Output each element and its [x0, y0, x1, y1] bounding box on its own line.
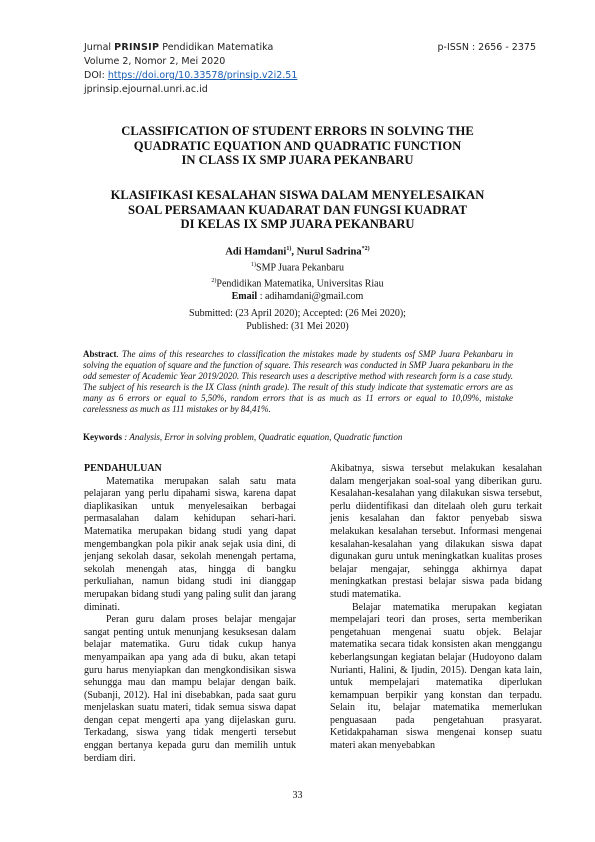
right-column [330, 463, 542, 753]
keywords-text: : Analysis, Error in solving problem, Quadratic equation, Quadratic function [122, 432, 403, 442]
volume-info: Volume 2, Nomor 2, Mei 2020 [84, 56, 226, 67]
issn: p-ISSN : 2656 - 2375 [437, 42, 536, 53]
section-heading: PENDAHULUAN [84, 463, 162, 474]
left-paragraph-2: Peran guru dalam proses belajar mengajar sangat penting untuk menunjang kesuksesan dalam belajar matematika. Guru tidak cukup hanya menyampaikan apa yang ada di buku, akan tetapi guru harus menyiapkan dan mengkondisikan siswa sehungga mau dan mampu belajar dengan baik. (Subanji, 2012). Hal ini disebabkan, pada saat guru menjelaskan suatu materi, tidak semua siswa dapat dengan cepat mengerti apa yang dijelaskan guru. Terkadang, siswa yang tidak mengerti tersebut enggan bertanya kepada guru dan memilih untuk berdiam diri. [84, 614, 296, 764]
doi-link[interactable]: https://doi.org/10.33578/prinsip.v2i2.51 [107, 70, 298, 81]
abstract [83, 349, 513, 415]
title-id-line-1: KLASIFIKASI KESALAHAN SISWA DALAM MENYELESAIKAN [110, 188, 485, 202]
keywords-label: Keywords [83, 432, 122, 442]
author-email: Email : adihamdani@gmail.com [231, 290, 364, 302]
journal-header [84, 41, 536, 97]
left-column [84, 463, 296, 765]
affiliation-2: $^{2)}$Pendidikan Matematika, Universitas Riau [211, 277, 384, 290]
title-english [70, 124, 525, 168]
doi [84, 69, 297, 83]
right-paragraph-2: Belajar matematika merupakan kegiatan mempelajari teori dan proses, serta memberikan pengetahuan mengenai suatu objek. Belajar matematika secara tidak konsisten akan menggangu keberlangsungan kegiatan belajar (Hudoyono dalam Nurianti, Halini, & Ijudin, 2015). Dengan kata lain, untuk mempelajari matematika diperlukan kemampuan berpikir yang konstan dan terpadu. Selain itu, belajar matematika memerlukan penguasaan pada pengetahuan prasyarat. Ketidakpahaman siswa mengenai konsep suatu materi akan menyebabkan [330, 601, 542, 752]
title-indonesian [70, 188, 525, 232]
abstract-text: . The aims of this researches to classification the mistakes made by students osf SMP Juara Pekanbaru in solving the equation of square and the function of square. This research was conducted in SMP Juara pekanbaru in the odd semester of Academic Year 2019/2020. This research uses a descriptive method with research form is a case study. The subject of his research is the IX Class (ninth grade). The result of this study indicate that systematic errors are as many as 6 errors or equal to 5,50%, random errors that is as much as 11 errors or equal to 10,09%, mistake carelessness as much as 111 mistakes or by 84,41%. [83, 349, 513, 414]
title-id-line-3: DI KELAS IX SMP JUARA PEKANBARU [180, 217, 415, 231]
abstract-label: Abstract [83, 349, 117, 359]
header-row-doi [84, 69, 536, 83]
affiliation-1: $^{1)}$SMP Juara Pekanbaru [251, 262, 344, 274]
header-row-website [84, 83, 536, 97]
journal-website: jprinsip.ejournal.unri.ac.id [84, 84, 208, 95]
left-paragraph-1: Matematika merupakan salah satu mata pelajaran yang perlu dipahami siswa, karena dapat diaplikasikan untuk menyelesaikan berbagai permasalahan dalam kehidupan sehari-hari. Matematika merupakan bidang studi yang dapat mengembangkan pola pikir anak sejak usia dini, di jenjang sekolah dasar, sekolah menengah pertama, sekolah menengah atas, hingga di bangku perkuliahan, namun bidang studi ini dianggap merupakan bidang studi yang paling sulit dan jarang diminati. [84, 475, 296, 613]
title-en-line-2: QUADRATIC EQUATION AND QUADRATIC FUNCTION [133, 138, 462, 153]
header-row-volume [84, 55, 536, 69]
right-paragraph-1: Akibatnya, siswa tersebut melakukan kesalahan dalam mengerjakan soal-soal yang diberikan guru. Kesalahan-kesalahan yang dilakukan siswa tersebut, perlu diidentifikasi dan ditelaah oleh guru terkait jenis kesalahan dan faktor penyebab siswa melakukan kesalahan tersebut. Informasi mengenai kesalahan-kesalahan yang dilakukan siswa dapat digunakan guru untuk meningkatkan kualitas proses belajar mengajar, sehingga akhirnya dapat meningkatkan prestasi belajar siswa pada bidang studi matematika. [330, 463, 542, 600]
journal-brand: PRINSIP [114, 42, 160, 53]
dates-line-2: Published: (31 Mei 2020) [246, 320, 349, 332]
dates-line-1: Submitted: (23 April 2020); Accepted: (26 Mei 2020); [189, 308, 406, 319]
submission-dates [70, 308, 525, 333]
author-1: Adi Hamdani [225, 246, 287, 258]
journal-name: Jurnal PRINSIP Pendidikan Matematika [84, 42, 274, 53]
title-id-line-2: SOAL PERSAMAAN KUADARAT DAN FUNGSI KUADRAT [127, 202, 467, 217]
author-block [70, 243, 525, 303]
title-en-line-3: IN CLASS IX SMP JUARA PEKANBARU [181, 153, 414, 167]
doi-label: DOI: [84, 70, 108, 81]
author-names: Adi Hamdani$^{1)}$, Nurul Sadrina$^{*2)}$ [225, 246, 370, 258]
header-row-journal [84, 41, 536, 55]
keywords [83, 432, 513, 443]
author-2: Nurul Sadrina [296, 246, 362, 258]
title-en-line-1: CLASSIFICATION OF STUDENT ERRORS IN SOLVING THE [121, 124, 474, 138]
page-number: 33 [292, 790, 303, 801]
